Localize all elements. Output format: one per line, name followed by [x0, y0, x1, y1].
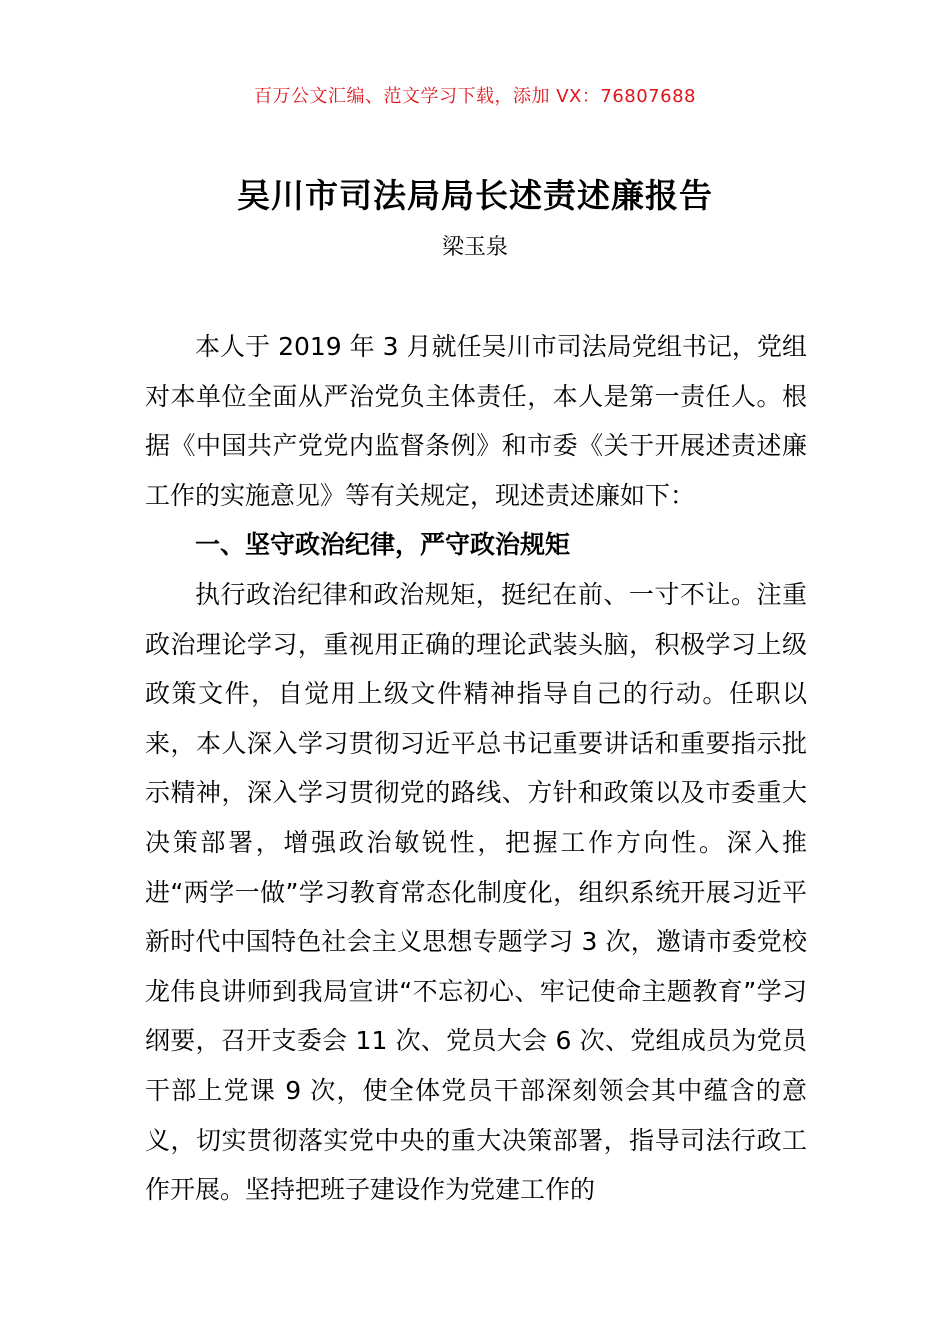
section-heading: 一、坚守政治纪律，严守政治规矩 — [195, 530, 571, 560]
header-promo-note: 百万公文汇编、范文学习下载，添加 VX：76807688 — [254, 86, 696, 107]
document-body — [145, 322, 807, 1215]
section-paragraph: 执行政治纪律和政治规矩，挺纪在前、一寸不让。注重政治理论学习，重视用正确的理论武装头脑，积极学习上级政策文件，自觉用上级文件精神指导自己的行动。任职以来，本人深入学习贯彻习近平总书记重要讲话和重要指示批示精神，深入学习贯彻党的路线、方针和政策以及市委重大决策部署，增强政治敏锐性，把握工作方向性。深入推进“两学一做”学习教育常态化制度化，组织系统开展习近平新时代中国特色社会主义思想专题学习 3 次，邀请市委党校龙伟良讲师到我局宣讲“不忘初心、牢记使命主题教育”学习纲要，召开支委会 11 次、党员大会 6 次、党组成员为党员干部上党课 9 次，使全体党员干部深刻领会其中蕴含的意义，切实贯彻落实党中央的重大决策部署，指导司法行政工作开展。坚持把班子建设作为党建工作的 — [145, 579, 807, 1205]
document-author: 梁玉泉 — [441, 235, 508, 260]
intro-paragraph: 本人于 2019 年 3 月就任吴川市司法局党组书记，党组对本单位全面从严治党负主体责任，本人是第一责任人。根据《中国共产党党内监督条例》和市委《关于开展述责述廉工作的实施意见》等有关规定，现述责述廉如下： — [145, 332, 807, 510]
document-title: 吴川市司法局局长述责述廉报告 — [237, 176, 713, 215]
